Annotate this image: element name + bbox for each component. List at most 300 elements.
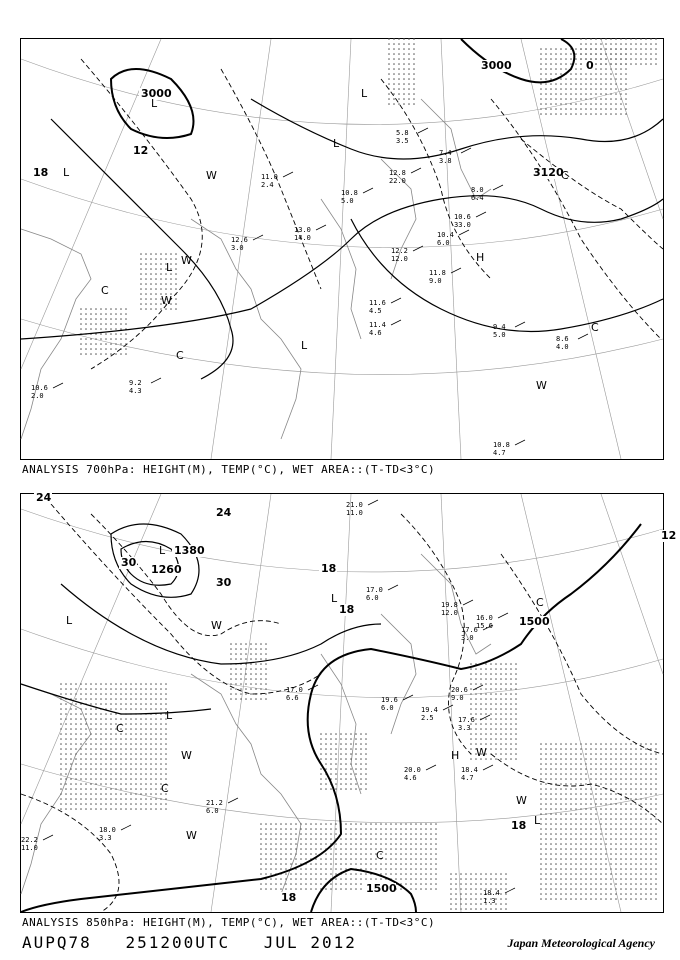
wet-dot <box>540 873 542 875</box>
wet-dot <box>560 113 562 115</box>
wet-dot <box>515 708 517 710</box>
wet-dot <box>155 698 157 700</box>
wet-dot <box>635 38 637 40</box>
wet-dot <box>640 793 642 795</box>
station-temp: 19.4 <box>421 706 438 714</box>
wet-dot <box>80 728 82 730</box>
wet-dot <box>275 863 277 865</box>
wet-dot <box>310 868 312 870</box>
wet-dot <box>90 353 92 355</box>
wet-dot <box>610 43 612 45</box>
wet-dot <box>95 308 97 310</box>
wet-dot <box>600 873 602 875</box>
wet-dot <box>550 853 552 855</box>
wet-dot <box>340 838 342 840</box>
wet-dot <box>305 878 307 880</box>
wet-dot <box>540 743 542 745</box>
wet-dot <box>150 718 152 720</box>
wet-dot <box>260 658 262 660</box>
wet-dot <box>115 803 117 805</box>
wet-dot <box>580 868 582 870</box>
wet-dot <box>240 678 242 680</box>
wet-dot <box>570 103 572 105</box>
wet-dot <box>95 698 97 700</box>
wet-dot <box>655 848 657 850</box>
station-plot <box>294 225 326 242</box>
wet-dot <box>250 643 252 645</box>
wet-dot <box>155 808 157 810</box>
wet-dot <box>360 788 362 790</box>
wet-dot <box>630 868 632 870</box>
wet-dot <box>425 828 427 830</box>
wet-dot <box>85 713 87 715</box>
wet-dot <box>95 708 97 710</box>
wet-dot <box>580 808 582 810</box>
wet-dot <box>345 783 347 785</box>
wind-barb <box>253 235 263 240</box>
wet-dot <box>560 753 562 755</box>
wet-dot <box>565 898 567 900</box>
wet-dot <box>330 788 332 790</box>
wet-dot <box>395 843 397 845</box>
wet-dot <box>165 798 167 800</box>
wet-dot <box>145 798 147 800</box>
wet-dot <box>635 53 637 55</box>
wet-dot <box>420 838 422 840</box>
wet-dot <box>110 708 112 710</box>
wet-dot <box>145 273 147 275</box>
wet-dot <box>550 93 552 95</box>
wet-dot <box>645 848 647 850</box>
wet-dot <box>70 718 72 720</box>
wet-dot <box>555 758 557 760</box>
wet-dot <box>345 738 347 740</box>
wet-dot <box>105 803 107 805</box>
wet-dot <box>105 768 107 770</box>
wet-dot <box>425 823 427 825</box>
wet-dot <box>90 313 92 315</box>
wet-dot <box>500 733 502 735</box>
wet-dot <box>430 868 432 870</box>
wet-dot <box>150 783 152 785</box>
wet-dot <box>320 828 322 830</box>
wet-dot <box>490 668 492 670</box>
wet-dot <box>475 723 477 725</box>
wet-dot <box>60 708 62 710</box>
wet-dot <box>115 328 117 330</box>
wet-dot <box>165 688 167 690</box>
wet-dot <box>105 788 107 790</box>
wet-dot <box>275 868 277 870</box>
contour-label: 18 <box>321 562 337 575</box>
wet-dot <box>405 858 407 860</box>
wet-dot <box>625 843 627 845</box>
wet-dot <box>620 113 622 115</box>
wet-dot <box>620 98 622 100</box>
wet-dot <box>165 698 167 700</box>
wet-dot <box>610 873 612 875</box>
wet-dot <box>393 43 395 45</box>
wet-dot <box>560 83 562 85</box>
contour-label: 18 <box>33 166 49 179</box>
wet-dot <box>620 43 622 45</box>
wet-dot <box>165 288 167 290</box>
wet-dot <box>145 693 147 695</box>
wet-dot <box>275 843 277 845</box>
wet-dot <box>260 653 262 655</box>
wet-dot <box>500 748 502 750</box>
wet-dot <box>345 848 347 850</box>
wet-dot <box>635 823 637 825</box>
wet-dot <box>385 868 387 870</box>
wet-dot <box>640 898 642 900</box>
wet-dot <box>585 883 587 885</box>
wet-dot <box>590 813 592 815</box>
wet-dot <box>340 788 342 790</box>
wet-dot <box>80 353 82 355</box>
wet-dot <box>610 788 612 790</box>
wet-dot <box>620 63 622 65</box>
wet-dot <box>645 858 647 860</box>
wet-dot <box>380 868 382 870</box>
wet-dot <box>145 778 147 780</box>
wet-dot <box>403 78 405 80</box>
wet-dot <box>260 663 262 665</box>
wet-dot <box>630 793 632 795</box>
wet-dot <box>550 88 552 90</box>
wind-barb <box>363 188 373 193</box>
wet-dot <box>65 733 67 735</box>
system-label-c: C <box>116 722 124 735</box>
wet-dot <box>550 838 552 840</box>
wet-dot <box>550 758 552 760</box>
wet-dot <box>85 353 87 355</box>
wet-dot <box>595 828 597 830</box>
wet-dot <box>550 763 552 765</box>
wet-dot <box>295 823 297 825</box>
wet-dot <box>585 93 587 95</box>
wet-dot <box>625 768 627 770</box>
wet-dot <box>95 773 97 775</box>
wet-dot <box>355 773 357 775</box>
wet-dot <box>600 48 602 50</box>
wet-dot <box>610 773 612 775</box>
wet-dot <box>490 883 492 885</box>
wet-dot <box>275 823 277 825</box>
wet-dot <box>645 803 647 805</box>
wet-dot <box>235 668 237 670</box>
wet-dot <box>160 733 162 735</box>
wet-dot <box>610 748 612 750</box>
wet-dot <box>235 653 237 655</box>
wet-dot <box>335 788 337 790</box>
wet-dot <box>330 828 332 830</box>
wet-dot <box>515 748 517 750</box>
wet-dot <box>615 38 617 40</box>
wet-dot <box>408 58 410 60</box>
wet-dot <box>355 878 357 880</box>
wet-dot <box>645 833 647 835</box>
wet-dot <box>595 43 597 45</box>
wet-dot <box>235 688 237 690</box>
wet-dot <box>505 688 507 690</box>
wet-dot <box>430 848 432 850</box>
wet-dot <box>100 693 102 695</box>
wet-dot <box>100 308 102 310</box>
wet-dot <box>470 733 472 735</box>
wet-dot <box>635 48 637 50</box>
wet-dot <box>655 763 657 765</box>
wet-dot <box>575 808 577 810</box>
wet-dot <box>540 778 542 780</box>
wet-dot <box>615 63 617 65</box>
wet-dot <box>560 798 562 800</box>
wet-dot <box>460 893 462 895</box>
wet-dot <box>110 788 112 790</box>
wet-dot <box>155 263 157 265</box>
wet-dot <box>135 708 137 710</box>
wet-dot <box>635 768 637 770</box>
wet-dot <box>495 738 497 740</box>
wet-dot <box>330 738 332 740</box>
wet-dot <box>410 858 412 860</box>
wet-dot <box>630 843 632 845</box>
wet-dot <box>110 808 112 810</box>
wet-dot <box>85 758 87 760</box>
wet-dot <box>455 888 457 890</box>
wet-dot <box>395 878 397 880</box>
station-temp: 10.6 <box>31 384 48 392</box>
wet-dot <box>115 703 117 705</box>
wet-dot <box>355 783 357 785</box>
station-temp: 21.0 <box>346 501 363 509</box>
wet-dot <box>260 848 262 850</box>
wet-dot <box>265 823 267 825</box>
wet-dot <box>295 853 297 855</box>
wet-dot <box>335 828 337 830</box>
wet-dot <box>645 883 647 885</box>
wet-dot <box>365 838 367 840</box>
wet-dot <box>555 743 557 745</box>
wet-dot <box>475 708 477 710</box>
wet-dot <box>515 753 517 755</box>
wet-dot <box>105 723 107 725</box>
wet-dot <box>585 53 587 55</box>
wet-dot <box>60 743 62 745</box>
wet-dot <box>640 43 642 45</box>
wet-dot <box>80 763 82 765</box>
wet-dot <box>260 858 262 860</box>
wet-dot <box>85 808 87 810</box>
wet-dot <box>570 793 572 795</box>
wet-dot <box>130 753 132 755</box>
wet-dot <box>630 38 632 40</box>
wet-dot <box>335 748 337 750</box>
wet-dot <box>465 903 467 905</box>
wet-dot <box>610 803 612 805</box>
wet-dot <box>265 693 267 695</box>
station-plot <box>206 798 238 815</box>
wet-dot <box>340 863 342 865</box>
wet-dot <box>390 853 392 855</box>
wet-dot <box>345 883 347 885</box>
wet-dot <box>280 858 282 860</box>
wind-barb <box>418 128 428 133</box>
wet-dot <box>395 828 397 830</box>
wet-dot <box>645 898 647 900</box>
wet-dot <box>610 753 612 755</box>
wet-dot <box>550 83 552 85</box>
wet-dot <box>435 878 437 880</box>
wet-dot <box>95 318 97 320</box>
wet-dot <box>615 758 617 760</box>
wet-dot <box>570 868 572 870</box>
wet-dot <box>80 758 82 760</box>
wet-dot <box>600 93 602 95</box>
wet-dot <box>408 78 410 80</box>
wet-dot <box>550 68 552 70</box>
wet-dot <box>325 758 327 760</box>
wet-dot <box>95 753 97 755</box>
wet-dot <box>480 893 482 895</box>
wet-dot <box>645 58 647 60</box>
wet-dot <box>310 823 312 825</box>
wet-dot <box>135 783 137 785</box>
wet-dot <box>550 793 552 795</box>
wet-dot <box>560 838 562 840</box>
wet-dot <box>550 103 552 105</box>
wet-dot <box>570 758 572 760</box>
wet-dot <box>245 683 247 685</box>
wet-dot <box>255 668 257 670</box>
wet-dot <box>155 718 157 720</box>
wet-dot <box>605 768 607 770</box>
wet-dot <box>500 893 502 895</box>
wet-dot <box>635 843 637 845</box>
wet-dot <box>560 858 562 860</box>
wet-dot <box>400 888 402 890</box>
wet-dot <box>475 693 477 695</box>
wet-dot <box>555 773 557 775</box>
wet-dot <box>355 788 357 790</box>
wet-dot <box>625 898 627 900</box>
wet-dot <box>645 868 647 870</box>
wet-dot <box>165 683 167 685</box>
wet-dot <box>120 698 122 700</box>
wet-dot <box>500 713 502 715</box>
wet-dot <box>575 878 577 880</box>
wet-dot <box>335 758 337 760</box>
wet-dot <box>100 723 102 725</box>
wet-dot <box>315 838 317 840</box>
wet-dot <box>630 743 632 745</box>
wet-dot <box>350 733 352 735</box>
wet-dot <box>600 783 602 785</box>
wet-dot <box>65 783 67 785</box>
wet-dot <box>580 68 582 70</box>
wet-dot <box>140 288 142 290</box>
wet-dot <box>130 688 132 690</box>
wet-dot <box>75 733 77 735</box>
wind-barb <box>121 825 131 830</box>
wet-dot <box>140 688 142 690</box>
wet-dot <box>620 768 622 770</box>
wet-dot <box>585 863 587 865</box>
wet-dot <box>555 73 557 75</box>
wet-dot <box>155 778 157 780</box>
wet-dot <box>350 763 352 765</box>
wet-dot <box>495 883 497 885</box>
wet-dot <box>600 88 602 90</box>
wet-dot <box>565 63 567 65</box>
station-plot <box>437 230 469 247</box>
wet-dot <box>605 113 607 115</box>
wet-dot <box>590 108 592 110</box>
wet-dot <box>165 803 167 805</box>
wet-dot <box>165 773 167 775</box>
wet-dot <box>150 253 152 255</box>
contour-label: 3120 <box>533 166 564 179</box>
wet-dot <box>300 848 302 850</box>
wet-dot <box>330 768 332 770</box>
wet-dot <box>295 858 297 860</box>
wet-dot <box>365 783 367 785</box>
wet-dot <box>505 673 507 675</box>
wet-dot <box>470 698 472 700</box>
wet-dot <box>90 318 92 320</box>
wet-dot <box>235 683 237 685</box>
wet-dot <box>430 873 432 875</box>
wet-dot <box>330 838 332 840</box>
wet-dot <box>540 748 542 750</box>
wet-dot <box>575 63 577 65</box>
wet-dot <box>95 343 97 345</box>
wet-dot <box>590 798 592 800</box>
wet-dot <box>630 823 632 825</box>
wet-dot <box>285 823 287 825</box>
contour-label: 3000 <box>481 59 512 72</box>
wet-dot <box>135 788 137 790</box>
wet-dot <box>85 323 87 325</box>
wet-dot <box>410 868 412 870</box>
wet-dot <box>315 863 317 865</box>
wet-dot <box>310 878 312 880</box>
wet-dot <box>95 793 97 795</box>
wet-dot <box>625 863 627 865</box>
wet-dot <box>90 718 92 720</box>
wet-dot <box>275 883 277 885</box>
wet-dot <box>480 898 482 900</box>
wet-dot <box>325 763 327 765</box>
wet-dot <box>580 803 582 805</box>
wet-dot <box>560 98 562 100</box>
wet-dot <box>595 813 597 815</box>
wet-dot <box>388 83 390 85</box>
wet-dot <box>100 748 102 750</box>
wet-dot <box>70 713 72 715</box>
wet-dot <box>388 103 390 105</box>
wet-dot <box>490 698 492 700</box>
wet-dot <box>100 348 102 350</box>
wet-dot <box>320 733 322 735</box>
wet-dot <box>590 808 592 810</box>
wet-dot <box>615 108 617 110</box>
wet-dot <box>403 48 405 50</box>
wet-dot <box>420 853 422 855</box>
wet-dot <box>655 878 657 880</box>
wet-dot <box>425 888 427 890</box>
station-dewpoint-depression: 6.0 <box>437 239 450 247</box>
